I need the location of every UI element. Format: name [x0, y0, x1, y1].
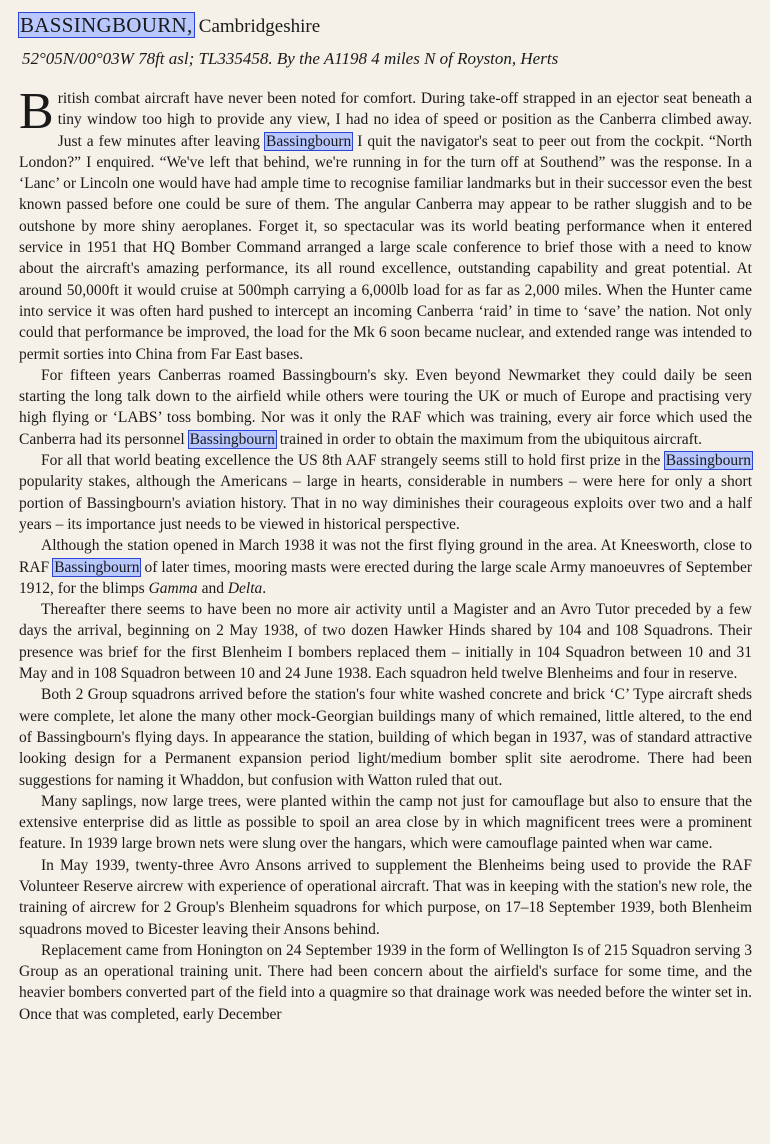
search-highlight: Bassingbourn	[665, 452, 751, 470]
paragraph-2: For fifteen years Canberras roamed Bassingbourn's sky. Even beyond Newmarket they could daily be seen starting the long talk down to the airfield while others were touring the UK or much of Europe and practising very high flying or ‘LABS’ toss bombing. Nor was it only the RAF which was training, every air force which used the Canberra had its personnel Bassingbourn trained in order to obtain the maximum from the ubiquitous aircraft.	[19, 366, 752, 448]
paragraph-6: Both 2 Group squadrons arrived before the station's four white washed concrete and brick ‘C’ Type aircraft sheds were complete, let alone the many other mock-Georgian buildings many of which remained, little altered, to the end of Bassingbourn's flying days. In appearance the station, building of which began in 1937, was of standard attractive looking design for a Permanent expansion period light/medium bomber split site aerodrome. There had been suggestions for naming it Whaddon, but confusion with Watton ruled that out.	[19, 686, 752, 789]
county-name: Cambridgeshire	[198, 16, 321, 37]
paragraph-4: Although the station opened in March 1938 it was not the first flying ground in the area. At Kneesworth, close to RAF Bassingbourn of later times, mooring masts were erected during the large scale Army manoeuvres of September 1912, for the blimps Gamma and Delta.	[19, 537, 752, 597]
search-highlight: Bassingbourn	[266, 132, 352, 150]
paragraph-7: Many saplings, now large trees, were planted within the camp not just for camouflage but also to ensure that the extensive enterprise did as little as possible to spoil an area close by in which magnificent trees were a prominent feature. In 1939 large brown nets were slung over the hangars, which were camouflage painted when war came.	[19, 792, 752, 853]
location-line: 52°05N/00°03W 78ft asl; TL335458. By the A1198 4 miles N of Royston, Herts	[22, 49, 559, 68]
paragraph-1: British combat aircraft have never been noted for comfort. During take-off strapped in an ejector seat beneath a tiny window too high to provide any view, I had no idea of speed or position as the Canberra climbed away. Just a few minutes after leaving Bassingbourn I quit the navigator's seat to peer out from the cockpit. “North London?” I enquired. “We've left that behind, we're running in for the turn off at Southend” was the response. In a ‘Lanc’ or Lincoln one would have had ample time to recognise familiar landmarks but in their successor even the best known passed before one could be sure of them. The angular Canberra may appear to be rather sluggish and to be outshone by more shiny aeroplanes. Forget it, so spectacular was its world beating performance when it entered service in 1951 that HQ Bomber Command arranged a large scale conference to brief those with a need to know about the aircraft's amazing performance, its all round excellence, outstanding capability and great potential. At around 50,000ft it would cruise at 500mph carrying a 6,000lb load for as far as 2,000 miles. When the Hunter came into service it was often hard pushed to intercept an incoming Canberra ‘raid’ in time to ‘save’ the nation. Not only could that performance be improved, the load for the Mk 6 soon became nuclear, and extended range was intended to permit sorties into China from Far East bases.	[19, 83, 753, 363]
search-highlight: Bassingbourn	[54, 558, 140, 576]
drop-cap: B	[19, 83, 54, 140]
search-highlight: Bassingbourn	[189, 430, 275, 448]
paragraph-3: For all that world beating excellence the US 8th AAF strangely seems still to hold first prize in the Bassingbourn popularity stakes, although the Americans – large in hearts, considerable in numbers – were here for only a short portion of Bassingbourn's aviation history. That in no way diminishes their courageous exploits over two and a half years – its importance just needs to be viewed in historical perspective.	[19, 452, 752, 533]
paragraph-8: In May 1939, twenty-three Avro Ansons arrived to supplement the Blenheims being used to provide the RAF Volunteer Reserve aircrew with experience of operational aircraft. That was in keeping with the station's new role, the training of aircrew for 2 Group's Blenheim squadrons for which purpose, on 17–18 September 1939, both Blenheim squadrons moved to Bicester leaving their Ansons behind.	[19, 856, 752, 938]
paragraph-9: Replacement came from Honington on 24 September 1939 in the form of Wellington Is of 215 Squadron serving 3 Group as an operational training unit. There had been concern about the airfield's surface for some time, and the heavier bombers converted part of the field into a quagmire so that drainage work was needed before the winter set in. Once that was completed, early December	[19, 941, 752, 1023]
place-name-highlighted: BASSINGBOURN,	[20, 13, 193, 37]
article-body	[19, 83, 753, 1025]
paragraph-5: Thereafter there seems to have been no more air activity until a Magister and an Avro Tutor preceded by a few days the arrival, beginning on 2 May 1938, of two dozen Hawker Hinds shared by 104 and 108 Squadrons. Their presence was brief for the first Blenheim I bombers replaced them – initially in 104 Squadron between 10 and 31 May and in 108 Squadron between 10 and 24 June 1938. Each squadron held twelve Blenheims and four in reserve.	[19, 601, 752, 683]
entry-heading	[19, 12, 752, 40]
